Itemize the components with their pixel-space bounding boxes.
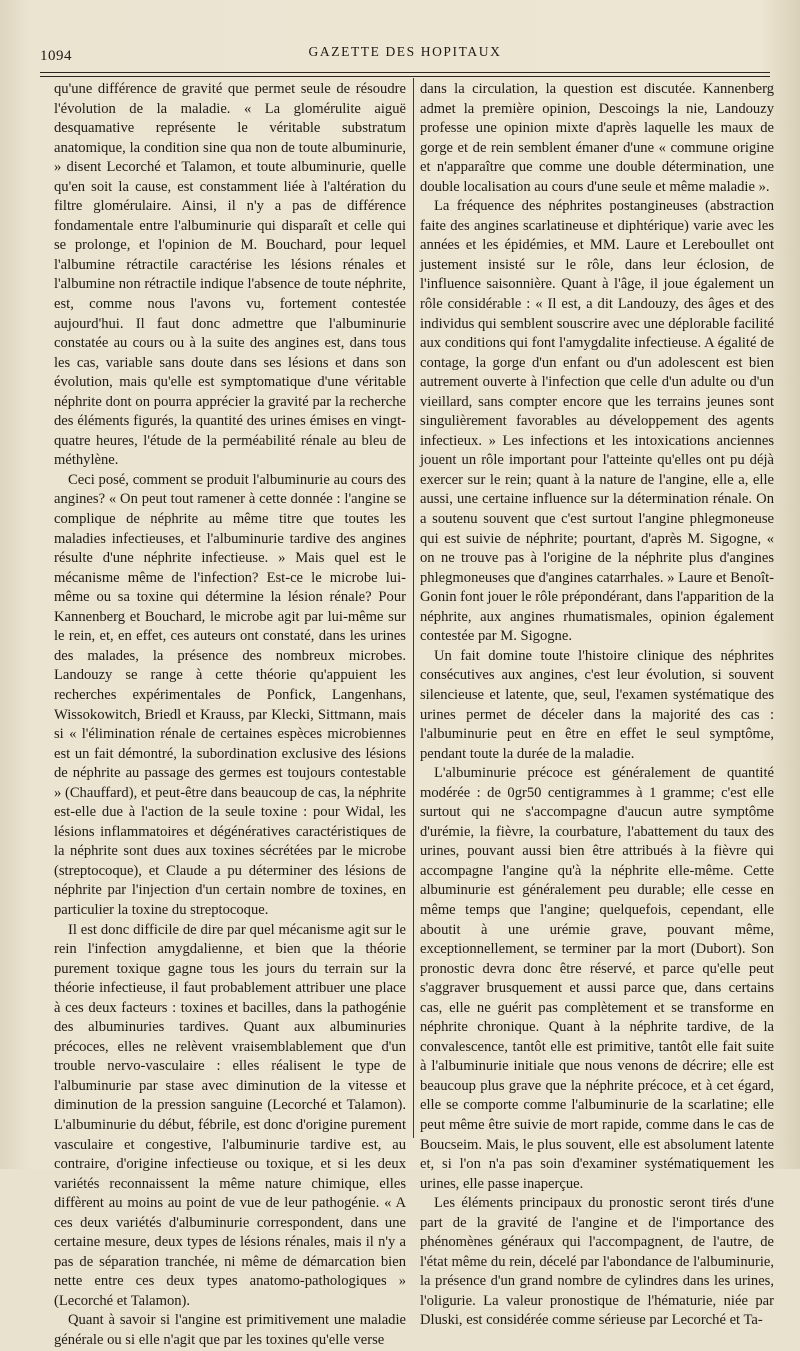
paragraph: dans la circulation, la question est discutée. Kannenberg admet la première opinion, Descoings la nie, Landouzy professe une opinion mixte d'après laquelle les maux de gorge et de rein semblent émaner d'une « commune origine et n'apparaître que comme une double détermination, une double localisation au cours d'une seule et même maladie ».: [420, 81, 774, 195]
paragraph: La fréquence des néphrites postangineuses (abstraction faite des angines scarlatineuse et diphtérique) varie avec les années et les épidémies, et MM. Laure et Lereboullet ont justement insisté sur le rôle, dans leur éclosion, de l'influence saisonnière. Quant à l'âge, il joue également un rôle considérable : « Il est, a dit Landouzy, des âges et des individus qui semblent souscrire avec une déplorable facilité aux conditions qui font l'amygdalite infectieuse. A égalité de contage, la gorge d'un enfant ou d'un adolescent est bien autrement ouverte à l'infection que celle d'un adulte ou d'un vieillard, sans compter encore que les terrains jeunes sont singulièrement favorables au développement des agents infectieux. » Les infections et les intoxications anciennes jouent un rôle important pour l'atteinte qu'elles ont pu déjà exercer sur le rein; quant à la nature de l'angine, elle a, elle aussi, une certaine influence sur la détermination rénale. On a soutenu souvent que c'est surtout l'angine phlegmoneuse qui est suivie de néphrite; pourtant, d'après M. Sigogne, « on ne trouve pas à l'origine de la néphrite plus d'angines phlegmoneuses que d'angines catarrhales. » Laure et Benoît-Gonin font jouer le rôle prépondérant, dans l'apparition de la néphrite, aux angines rhumatismales, opinion également contestée par M. Sigogne.: [420, 198, 774, 645]
header-rule: [40, 72, 770, 73]
paragraph: Ceci posé, comment se produit l'albuminurie au cours des angines? « On peut tout ramener à cette donnée : l'angine se complique de néphrite au même titre que toutes les maladies infectieuses, et l'albuminurie tardive des angines résulte d'une néphrite infectieuse. » Mais quel est le mécanisme même de l'infection? Est-ce le microbe lui-même ou sa toxine qui détermine la lésion rénale? Pour Kannenberg et Bouchard, le microbe agit par lui-même sur le rein, et, en effet, ces auteurs ont constaté, dans les urines des malades, la présence des nombreux microbes. Landouzy se range à cette théorie qu'appuient les recherches expérimentales de Ponfick, Langenhans, Wissokowitch, Briedl et Krauss, par Klecki, Sittmann, mais si « l'élimination rénale de certaines espèces microbiennes est un fait démontré, la subordination exclusive des lésions de néphrite au passage des germes est toujours contestable » (Chauffard), et peut-être dans beaucoup de cas, la néphrite est-elle due à l'action de la seule toxine : pour Widal, les lésions inflammatoires et dégénératives caractéristiques de la néphrite sont dues aux toxines sécrétées par le microbe (streptocoque), et Claude a pu déterminer des lésions de néphrite par l'injection d'un certain nombre de toxines, en particulier la toxine du streptocoque.: [54, 471, 406, 918]
left-column: [54, 80, 406, 1351]
journal-title: GAZETTE DES HOPITAUX: [308, 44, 502, 59]
page-number: 1094: [40, 48, 72, 64]
paragraph: Quant à savoir si l'angine est primitivement une maladie générale ou si elle n'agit que par les toxines qu'elle verse: [54, 1312, 406, 1348]
paragraph: L'albuminurie précoce est généralement de quantité modérée : de 0gr50 centigrammes à 1 gramme; c'est elle surtout qui ne s'accompagne d'aucun autre symptôme d'urémie, la fièvre, la courbature, l'abattement du taux des urines, pouvant aussi bien être attribués à la fièvre qui accompagne l'angine qu'à la néphrite elle-même. Cette albuminurie est généralement peu durable; elle cesse en même temps que l'angine; quelquefois, cependant, elle aboutit à une urémie grave, pouvant même, exceptionnellement, se terminer par la mort (Dubort). Son pronostic devra donc être réservé, et parce qu'elle peut s'aggraver brusquement et aussi parce que, dans certains cas, elle ne guérit pas complètement et se transforme en néphrite chronique. Quant à la néphrite tardive, de la convalescence, tantôt elle est primitive, tantôt elle fait suite à l'albuminurie initiale que nous venons de décrire; elle est beaucoup plus grave que la néphrite précoce, et à cet égard, elle se comporte comme l'albuminurie de la scarlatine; elle peut même être suivie de mort rapide, comme dans le cas de Boucseim. Mais, le plus souvent, elle est absolument latente et, si l'on n'a pas soin d'examiner systématiquement les urines, elle passe inaperçue.: [420, 765, 774, 1192]
paragraph: Les éléments principaux du pronostic seront tirés d'une part de la gravité de l'angine et de l'importance des phénomènes généraux qui l'accompagnent, de l'autre, de l'état même du rein, décelé par l'abondance de l'albuminurie, la présence d'un grand nombre de cylindres dans les urines, l'oligurie. La valeur pronostique de l'hématurie, niée par Dluski, est considérée comme sérieuse par Lecorché et Ta-: [420, 1195, 774, 1329]
page-header: [40, 44, 770, 68]
paragraph: Il est donc difficile de dire par quel mécanisme agit sur le rein l'infection amygdalienne, et bien que la théorie purement toxique gagne tous les jours du terrain sur la théorie infectieuse, il faut probablement attribuer une place à ces deux facteurs : toxines et bacilles, dans la pathogénie des albuminuries tardives. Quant aux albuminuries précoces, elles ne relèvent vraisemblablement que d'un trouble nervo-vasculaire : elles réalisent le type de l'albuminurie par stase avec diminution de la vitesse et diminution de la pression sanguine (Lecorché et Talamon). L'albuminurie du début, fébrile, est donc d'origine purement vasculaire et congestive, l'albuminurie tardive est, au contraire, d'origine infectieuse ou toxique, et si les deux variétés reconnaissent la même nature chimique, elles diffèrent au moins au point de vue de leur pathogénie. « A ces deux variétés d'albuminurie correspondent, dans une certaine mesure, deux types de lésions rénales, mais il n'y a pas de séparation tranchée, ni même de démarcation bien nette entre ces deux types anatomo-pathologiques » (Lecorché et Talamon).: [54, 921, 406, 1309]
header-rule-thin: [40, 76, 770, 77]
paragraph: Un fait domine toute l'histoire clinique des néphrites consécutives aux angines, c'est leur évolution, si souvent silencieuse et latente, que, seul, l'examen systématique des urines permet de déceler dans la majorité des cas : l'albuminurie peut en être en effet le seul symptôme, pendant toute la durée de la maladie.: [420, 647, 774, 762]
paragraph: qu'une différence de gravité que permet seule de résoudre l'évolution de la maladie. « La glomérulite aiguë desquamative représente le véritable substratum anatomique, la condition sine qua non de toute albuminurie, » disent Lecorché et Talamon, et toute albuminurie, quelle qu'en soit la cause, est constamment liée à l'altération du filtre glomérulaire. Ainsi, il n'y a pas de différence fondamentale entre l'albuminurie qui disparaît et celle qui se prolonge, et l'opinion de M. Bouchard, pour lequel l'albumine rétractile caractérise les lésions rénales et l'albumine non rétractile indique l'absence de toute néphrite, est, comme nous l'avons vu, fortement contestée aujourd'hui. Il faut donc admettre que l'albuminurie constatée au cours ou à la suite des angines est, dans tous les cas, variable sans doute dans ses lésions et dans son évolution, mais qu'elle est symptomatique d'une véritable néphrite dont on pourra apprécier la gravité par la recherche des éléments figurés, la quantité des urines émises en vingt-quatre heures, l'étude de la perméabilité rénale au bleu de méthylène.: [54, 81, 406, 469]
right-column: [420, 80, 774, 1331]
column-divider: [413, 78, 414, 1138]
